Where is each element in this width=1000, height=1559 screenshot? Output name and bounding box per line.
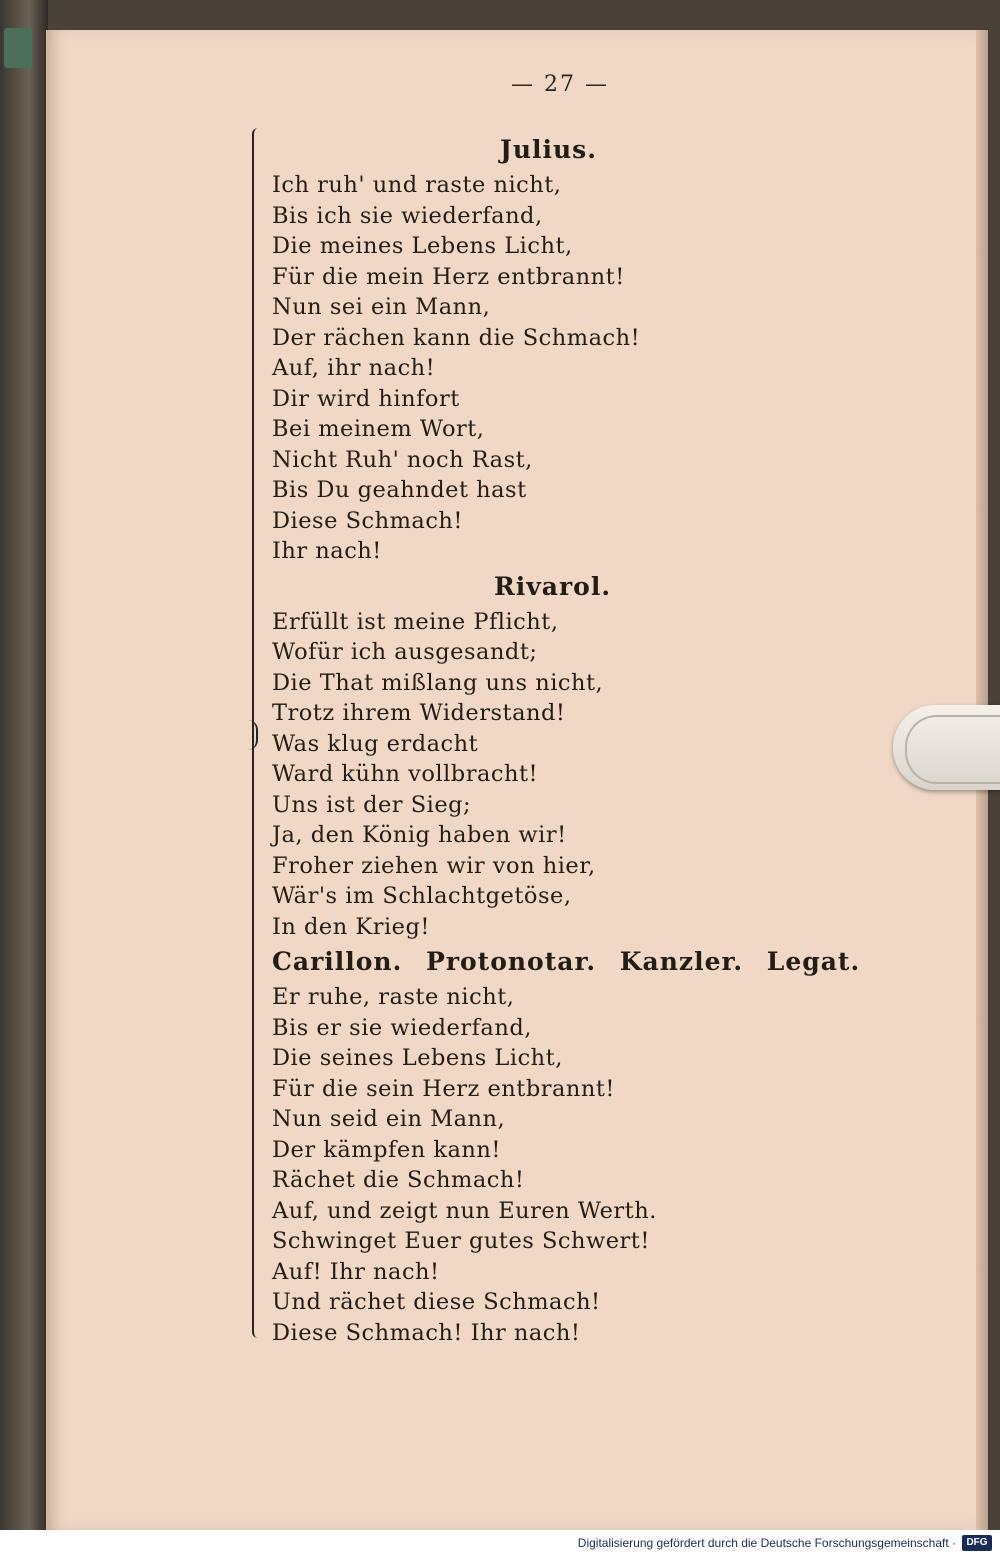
- verse-line: Auf! Ihr nach!: [272, 1258, 440, 1285]
- verse-line: Was klug erdacht: [272, 730, 479, 757]
- verse-line: Die meines Lebens Licht,: [272, 233, 573, 259]
- page-number: — 27 —: [511, 72, 609, 97]
- verse-line: Trotz ihrem Widerstand!: [272, 700, 566, 726]
- verse-line: Ich ruh' und raste nicht,: [272, 172, 562, 198]
- verse-line: Die seines Lebens Licht,: [272, 1045, 563, 1071]
- verse-line: Rächet die Schmach!: [272, 1167, 525, 1193]
- verse-line: Ihr nach!: [272, 538, 382, 564]
- footer-bar: [0, 1530, 1000, 1559]
- verse-line: Für die mein Herz entbrannt!: [272, 263, 625, 290]
- verse-bracket-point: [240, 720, 258, 750]
- verse-line: Wär's im Schlachtgetöse,: [272, 883, 572, 909]
- verse-line: Bis Du geahndet hast: [272, 477, 527, 503]
- verse-line: Für die sein Herz entbrannt!: [272, 1075, 615, 1102]
- verse-line: Der kämpfen kann!: [272, 1136, 501, 1163]
- book-spine: [0, 0, 48, 1530]
- verse-line: Er ruhe, raste nicht,: [272, 984, 515, 1010]
- verse-line: Wofür ich ausgesandt;: [272, 639, 538, 665]
- speaker-heading: Rivarol.: [494, 571, 612, 601]
- verse-line: Bei meinem Wort,: [272, 416, 485, 442]
- verse-line: Nicht Ruh' noch Rast,: [272, 446, 533, 473]
- verse-line: Auf, ihr nach!: [272, 355, 436, 381]
- verse-line: Und rächet diese Schmach!: [272, 1289, 601, 1315]
- page-clip-outline: [905, 715, 1000, 784]
- verse-line: Diese Schmach! Ihr nach!: [272, 1319, 581, 1346]
- verse-line: Bis er sie wiederfand,: [272, 1014, 532, 1041]
- verse-line: Schwinget Euer gutes Schwert!: [272, 1228, 650, 1254]
- spine-tab: [4, 28, 32, 68]
- speaker-heading: Julius.: [500, 135, 597, 164]
- funding-notice: Digitalisierung gefördert durch die Deutsche Forschungsgemeinschaft ·: [577, 1536, 956, 1550]
- verse-line: Uns ist der Sieg;: [272, 791, 472, 818]
- verse-line: Froher ziehen wir von hier,: [272, 852, 596, 879]
- speaker-heading: Carillon. Protonotar. Kanzler. Legat.: [272, 947, 861, 976]
- verse-line: Die That mißlang uns nicht,: [272, 669, 604, 696]
- verse-line: Ward kühn vollbracht!: [272, 761, 539, 787]
- verse-line: Dir wird hinfort: [272, 385, 460, 412]
- dfg-logo: DFG: [962, 1535, 992, 1551]
- verse-text: [272, 130, 872, 1348]
- verse-line: Nun seid ein Mann,: [272, 1106, 506, 1132]
- verse-line: In den Krieg!: [272, 913, 430, 940]
- verse-line: Bis ich sie wiederfand,: [272, 202, 543, 229]
- verse-line: Der rächen kann die Schmach!: [272, 324, 641, 351]
- verse-line: Diese Schmach!: [272, 507, 463, 534]
- verse-line: Nun sei ein Mann,: [272, 294, 491, 320]
- verse-line: Ja, den König haben wir!: [272, 822, 567, 848]
- verse-line: Auf, und zeigt nun Euren Werth.: [272, 1197, 657, 1224]
- verse-line: Erfüllt ist meine Pflicht,: [272, 608, 559, 635]
